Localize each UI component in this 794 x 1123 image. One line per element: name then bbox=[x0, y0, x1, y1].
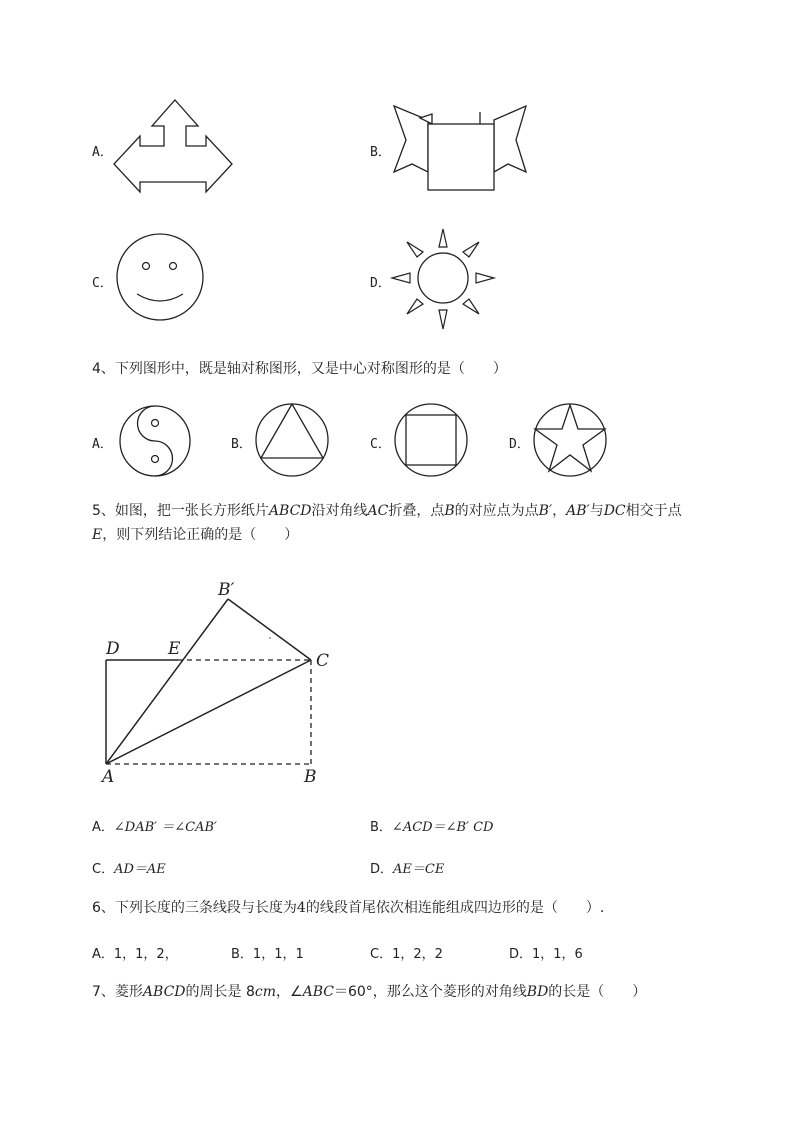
q5-label-bprime: B′ bbox=[218, 580, 235, 600]
q4-option-d-circle-star-figure bbox=[532, 402, 608, 478]
q3-option-b-square-ribbon-figure bbox=[390, 100, 530, 195]
q4-option-c-circle-square-figure bbox=[393, 402, 469, 478]
q4-option-a-yinyang-figure bbox=[118, 404, 192, 478]
q3-option-c-label: C． bbox=[92, 276, 113, 291]
q7-stem: 7、菱形ABCD的周长是 8cm，∠ABC＝60°，那么这个菱形的对角线BD的长是（ ） bbox=[92, 984, 647, 1000]
q4-option-b-circle-triangle-figure bbox=[254, 402, 330, 478]
q5-label-a: A bbox=[102, 767, 115, 787]
q5-segment-bpc bbox=[228, 599, 311, 660]
q3-option-d-sun-figure bbox=[388, 226, 498, 336]
q5-label-d: D bbox=[106, 639, 120, 659]
q5-stem: 5、如图，把一张长方形纸片ABCD沿对角线AC折叠，点B的对应点为点B′，AB′与DC相交于点 E，则下列结论正确的是（ ） bbox=[92, 503, 682, 543]
q6-option-d[interactable]: D．1，1，6 bbox=[509, 947, 583, 962]
q5-option-a[interactable]: A．∠DAB′ ＝∠CAB′ bbox=[92, 820, 217, 835]
q3-option-b-label: B． bbox=[370, 145, 391, 160]
q6-option-b[interactable]: B．1，1，1 bbox=[231, 947, 304, 962]
q3-option-d-label: D． bbox=[370, 276, 391, 291]
q4-option-a-label: A． bbox=[92, 437, 113, 452]
q3-option-c-smiley-figure bbox=[115, 232, 207, 324]
q5-label-b: B bbox=[304, 767, 317, 787]
q6-option-c[interactable]: C．1，2，2 bbox=[370, 947, 443, 962]
q5-label-c: C bbox=[316, 651, 330, 671]
q5-segment-ac bbox=[106, 660, 311, 764]
q4-stem: 4、下列图形中，既是轴对称图形，又是中心对称图形的是（ ） bbox=[92, 361, 507, 377]
q5-option-c[interactable]: C．AD＝AE bbox=[92, 862, 166, 877]
q6-option-a[interactable]: A．1，1，2， bbox=[92, 947, 178, 962]
q5-segment-abp bbox=[106, 599, 228, 764]
q5-label-e: E bbox=[168, 639, 181, 659]
q5-folded-rectangle-figure bbox=[98, 574, 338, 790]
q3-option-a-arrows-figure bbox=[110, 96, 240, 196]
q3-option-a-label: A． bbox=[92, 145, 113, 160]
q6-stem: 6、下列长度的三条线段与长度为4的线段首尾依次相连能组成四边形的是（ ）. bbox=[92, 900, 605, 916]
q4-option-c-label: C． bbox=[370, 437, 391, 452]
q4-option-d-label: D． bbox=[509, 437, 530, 452]
q5-option-b[interactable]: B．∠ACD＝∠B′ CD bbox=[370, 820, 494, 835]
q4-option-b-label: B． bbox=[231, 437, 252, 452]
q5-option-d[interactable]: D．AE＝CE bbox=[370, 862, 445, 877]
